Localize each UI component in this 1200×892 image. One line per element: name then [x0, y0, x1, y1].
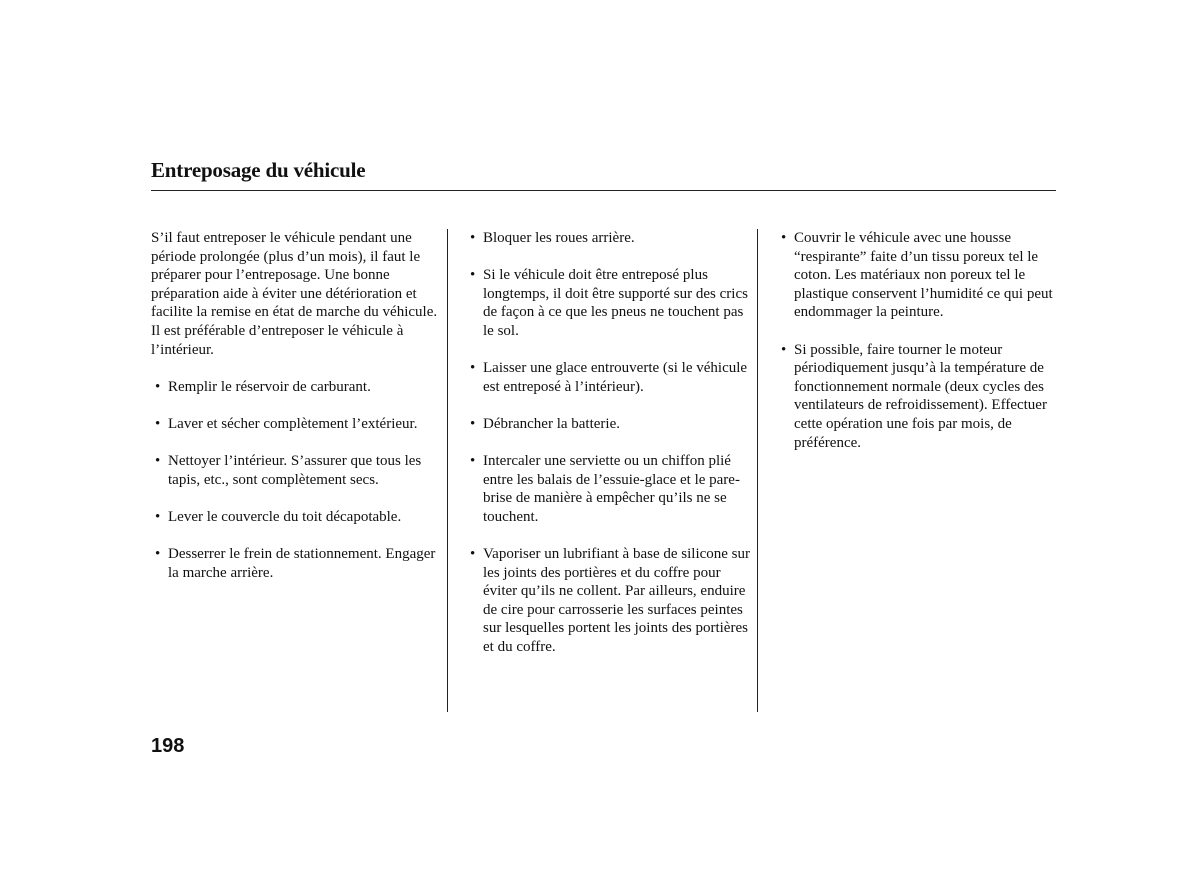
- bullet-icon: •: [470, 267, 476, 284]
- list-item: [151, 378, 441, 397]
- list-item-text: Si le véhicule doit être entreposé plus longtemps, il doit être supporté sur des crics de façon à ce que les pneus ne touchent pas le sol.: [483, 267, 748, 339]
- bullet-list-middle: [466, 229, 752, 657]
- list-item-text: Intercaler une serviette ou un chiffon plié entre les balais de l’essuie-glace et le pare-brise de manière à empêcher qu’ils ne se touchent.: [483, 453, 740, 525]
- list-item: [151, 415, 441, 434]
- list-item-text: Remplir le réservoir de carburant.: [168, 378, 371, 395]
- list-item: [777, 229, 1067, 322]
- column-divider: [757, 229, 758, 712]
- bullet-icon: •: [155, 378, 161, 395]
- list-item-text: Desserrer le frein de stationnement. Engager la marche arrière.: [168, 546, 436, 581]
- list-item: [466, 359, 752, 396]
- list-item: [466, 545, 752, 657]
- bullet-icon: •: [781, 341, 787, 358]
- list-item: [151, 545, 441, 582]
- list-item-text: Si possible, faire tourner le moteur périodiquement jusqu’à la température de fonctionnement normale (deux cycles des ventilateurs de refroidissement). Effectuer cette opération une fois par mois, de préférence.: [794, 341, 1047, 451]
- list-item-text: Bloquer les roues arrière.: [483, 230, 635, 246]
- column-right: [777, 229, 1067, 471]
- list-item: [151, 452, 441, 489]
- title-rule: [151, 190, 1056, 191]
- list-item: [777, 341, 1067, 453]
- bullet-icon: •: [781, 230, 787, 246]
- bullet-icon: •: [470, 415, 476, 432]
- bullet-list-left: [151, 378, 441, 583]
- bullet-icon: •: [470, 546, 476, 563]
- page-number: 198: [151, 735, 185, 757]
- bullet-icon: •: [155, 415, 161, 432]
- list-item-text: Couvrir le véhicule avec une housse “respirante” faite d’un tissu poreux tel le coton. Les matériaux non poreux tel le plastique conservent l’humidité ce qui peut endommager la peinture.: [794, 230, 1053, 321]
- bullet-icon: •: [155, 508, 161, 525]
- list-item: [466, 452, 752, 526]
- list-item-text: Lever le couvercle du toit décapotable.: [168, 508, 402, 525]
- list-item-text: Nettoyer l’intérieur. S’assurer que tous les tapis, etc., sont complètement secs.: [168, 453, 422, 488]
- column-divider: [447, 229, 448, 712]
- bullet-list-right: [777, 229, 1067, 452]
- list-item: [466, 415, 752, 434]
- list-item: [466, 229, 752, 248]
- list-item-text: Débrancher la batterie.: [483, 415, 620, 432]
- list-item-text: Vaporiser un lubrifiant à base de silicone sur les joints des portières et du coffre pour éviter qu’ils ne collent. Par ailleurs, enduire de cire pour carrosserie les surfaces peintes sur lesquelles portent les joints des portières et du coffre.: [483, 546, 751, 656]
- bullet-icon: •: [470, 453, 476, 470]
- intro-paragraph: S’il faut entreposer le véhicule pendant une période prolongée (plus d’un mois), il faut le préparer pour l’entreposage. Une bonne préparation aide à éviter une détérioration et facilite la remise en état de marche du véhicule. Il est préférable d’entreposer le véhicule à l’intérieur.: [151, 230, 438, 358]
- list-item-text: Laisser une glace entrouverte (si le véhicule est entreposé à l’intérieur).: [483, 360, 748, 395]
- list-item: [466, 266, 752, 340]
- bullet-icon: •: [155, 546, 161, 563]
- list-item: [151, 508, 441, 527]
- column-left: [151, 229, 441, 601]
- bullet-icon: •: [470, 230, 476, 246]
- list-item-text: Laver et sécher complètement l’extérieur.: [168, 415, 418, 432]
- column-middle: [466, 229, 752, 675]
- bullet-icon: •: [155, 453, 161, 470]
- page-title: Entreposage du véhicule: [151, 158, 366, 182]
- bullet-icon: •: [470, 360, 476, 377]
